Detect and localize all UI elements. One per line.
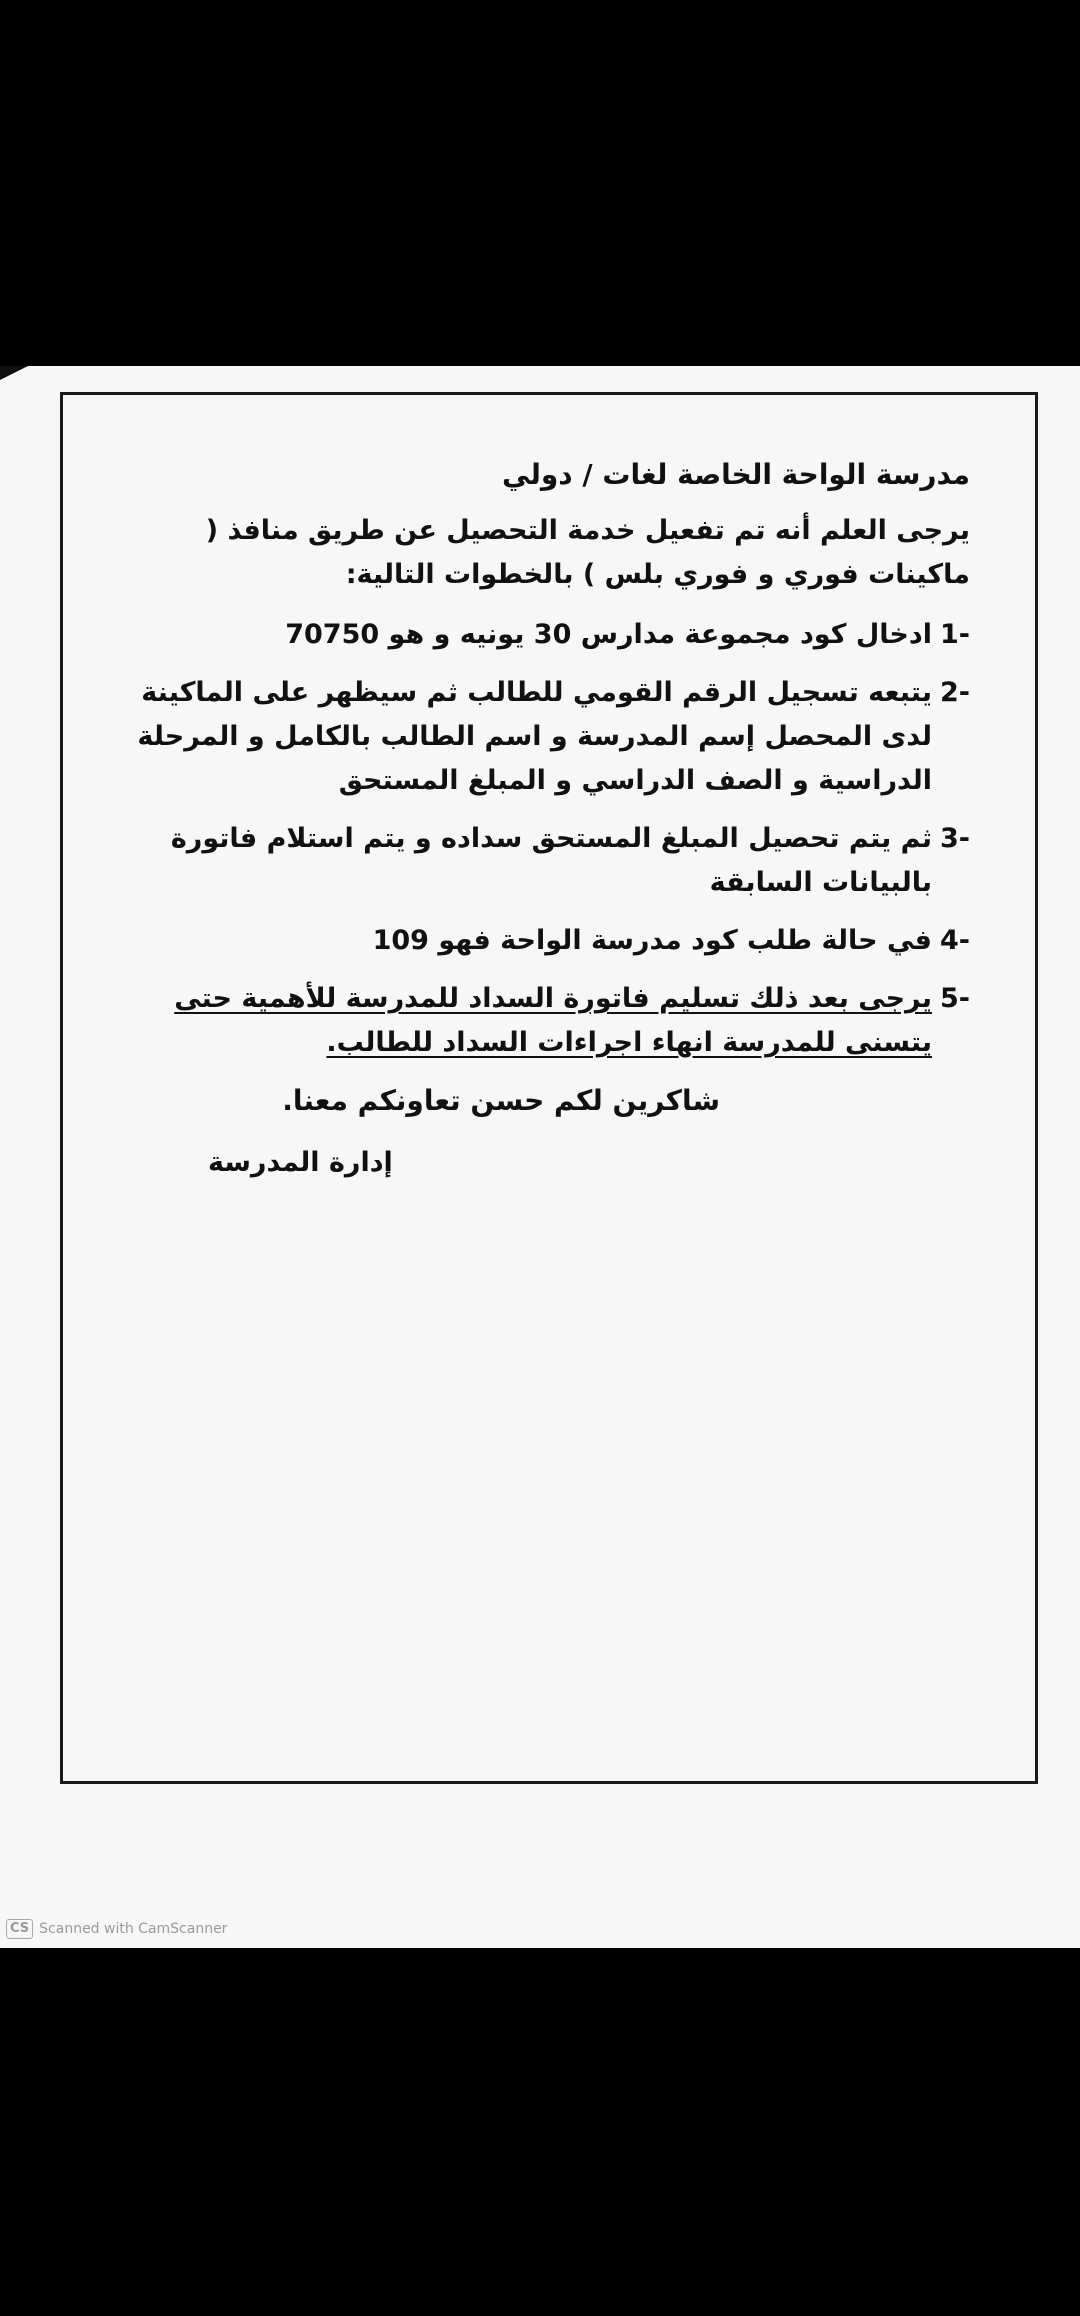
step-text: في حالة طلب كود مدرسة الواحة فهو 109 xyxy=(372,925,932,956)
step-text: يتبعه تسجيل الرقم القومي للطالب ثم سيظهر على الماكينة لدى المحصل إسم المدرسة و اسم الطالب بالكامل و المرحلة الدراسية و الصف الدراسي و المبلغ المستحق xyxy=(137,677,932,796)
intro-paragraph: يرجى العلم أنه تم تفعيل خدمة التحصيل عن طريق منافذ ( ماكينات فوري و فوري بلس ) بالخطوات التالية: xyxy=(205,515,970,590)
step-text: ادخال كود مجموعة مدارس 30 يونيه و هو 70750 xyxy=(285,619,932,650)
step-item xyxy=(120,613,970,657)
step-text-underlined: يرجى بعد ذلك تسليم فاتورة السداد للمدرسة للأهمية حتى يتسنى للمدرسة انهاء اجراءات السداد للطالب. xyxy=(174,983,932,1058)
closing-thanks: شاكرين لكم حسن تعاونكم معنا. xyxy=(282,1084,720,1117)
page-corner-shadow xyxy=(0,366,28,380)
step-number: -3 xyxy=(939,823,970,854)
school-name: مدرسة الواحة الخاصة لغات / دولي xyxy=(502,458,970,491)
document-body xyxy=(120,455,970,1185)
step-number: -4 xyxy=(939,925,970,956)
step-item xyxy=(120,919,970,963)
signature: إدارة المدرسة xyxy=(208,1147,393,1178)
step-text: ثم يتم تحصيل المبلغ المستحق سداده و يتم استلام فاتورة بالبيانات السابقة xyxy=(170,823,932,898)
scanner-watermark xyxy=(6,1917,227,1941)
camscanner-logo-icon: CS xyxy=(6,1919,33,1939)
scanner-text: Scanned with CamScanner xyxy=(39,1921,228,1937)
step-item xyxy=(120,977,970,1065)
step-number: -2 xyxy=(939,677,970,708)
step-number: -1 xyxy=(939,619,970,650)
steps-list xyxy=(120,613,970,1065)
step-number: -5 xyxy=(939,983,970,1014)
step-item xyxy=(120,817,970,905)
step-item xyxy=(120,671,970,803)
